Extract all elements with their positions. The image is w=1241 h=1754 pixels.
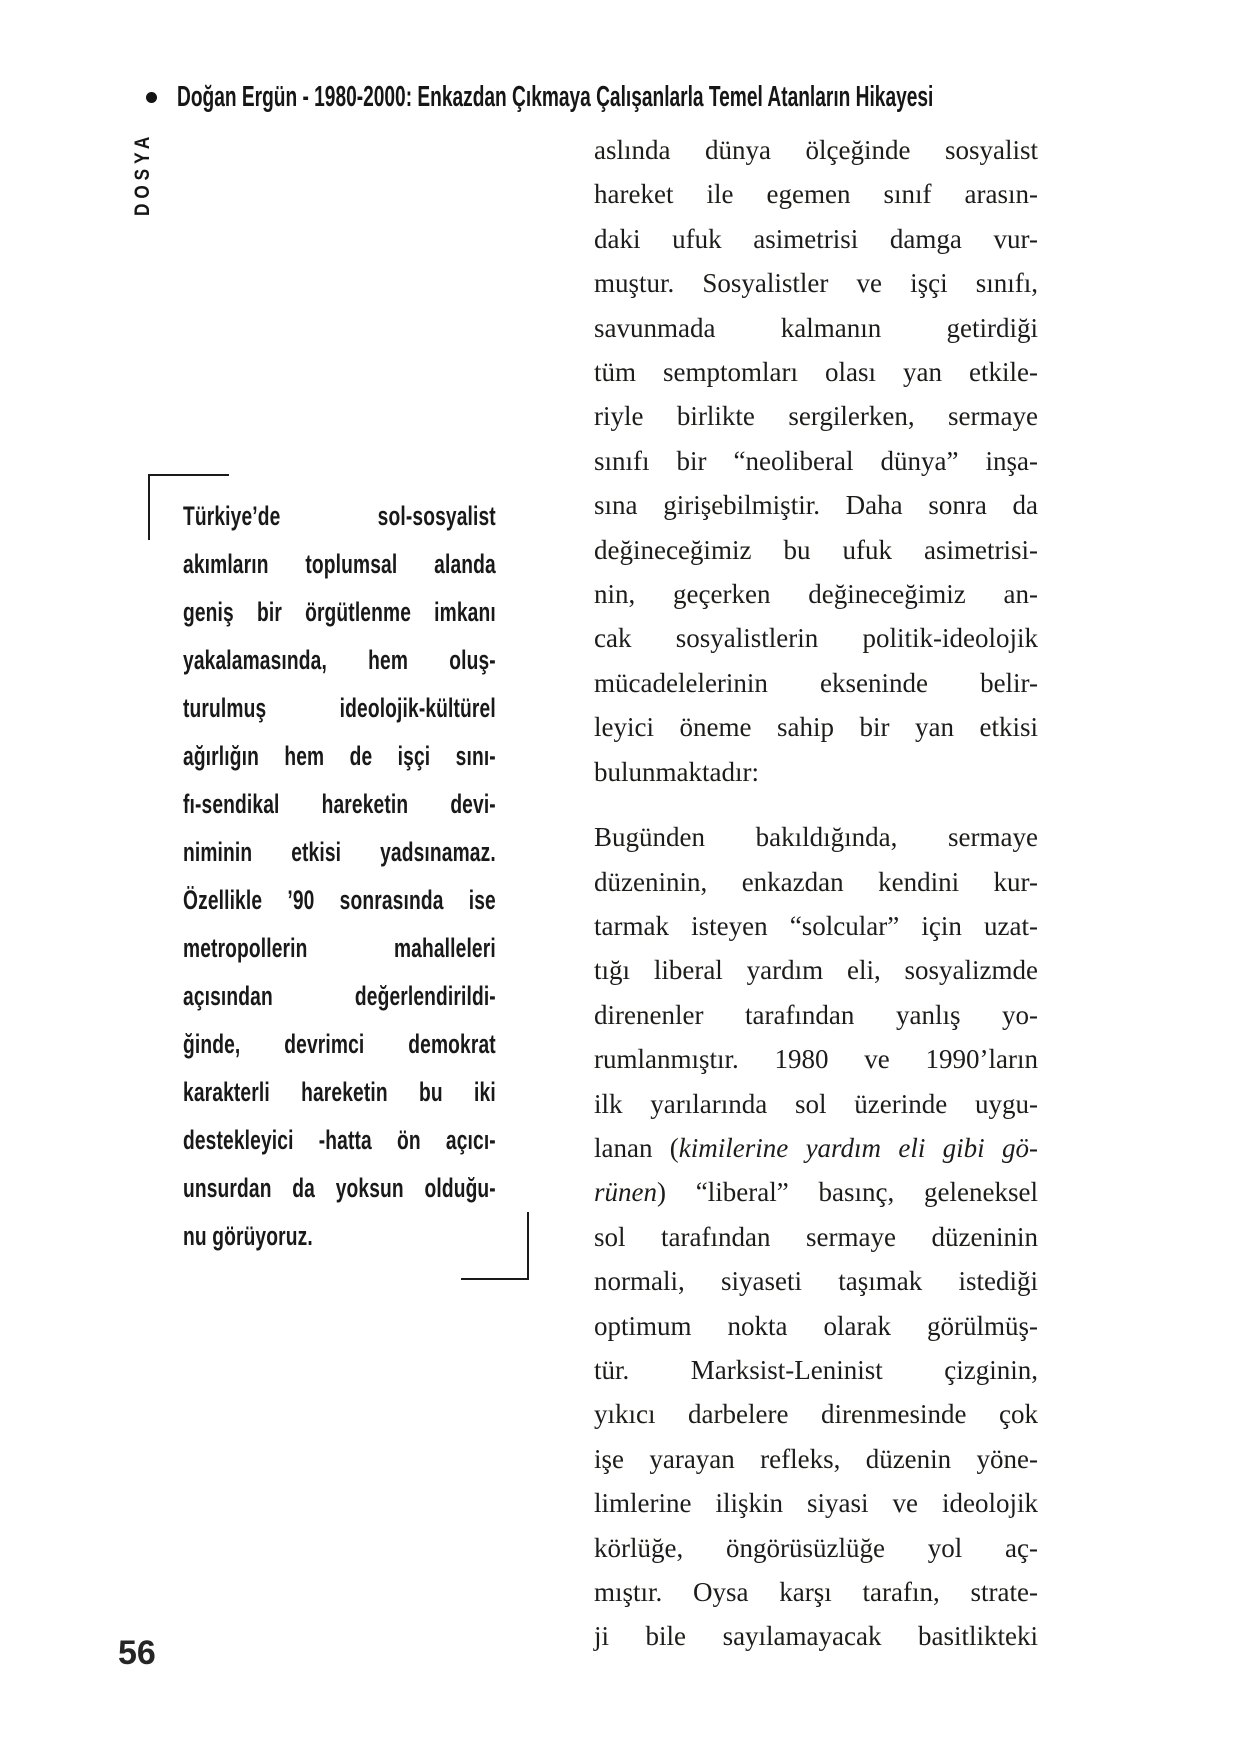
text-line: geniş bir örgütlenme imkanı <box>183 597 496 627</box>
text-line: karakterli hareketin bu iki <box>183 1077 496 1107</box>
text-line: nin, geçerken değineceğimiz an- <box>594 579 1038 610</box>
text-line: turulmuş ideolojik-kültürel <box>183 693 496 723</box>
text-line: optimum nokta olarak görülmüş- <box>594 1310 1038 1341</box>
text-line: mıştır. Oysa karşı tarafın, strate- <box>594 1577 1038 1607</box>
header-article-title: 1980-2000: Enkazdan Çıkmaya Çalışanlarla Temel Atanların Hikayesi <box>314 81 934 113</box>
text-line: normali, siyaseti taşımak istediği <box>594 1266 1038 1297</box>
italic-text: rünen <box>594 1177 657 1208</box>
text-line: Bugünden bakıldığında, sermaye <box>594 822 1038 853</box>
text-line: tarmak isteyen “solcular” için uzat- <box>594 910 1038 941</box>
text-line: mücadelelerinin ekseninde belir- <box>594 667 1038 698</box>
text-line: tüm semptomları olası yan etkile- <box>594 357 1038 388</box>
text-line: limlerine ilişkin siyasi ve ideolojik <box>594 1488 1038 1519</box>
text-line: ağırlığın hem de işçi sını- <box>183 741 496 771</box>
text-line: ji bile sayılamayacak basitlikteki <box>594 1621 1038 1652</box>
text-line: açısından değerlendirildi- <box>183 981 496 1011</box>
header-author: Doğan Ergün - <box>177 81 315 113</box>
text-line: daki ufuk asimetrisi damga vur- <box>594 223 1038 254</box>
text-line: yakalamasında, hem oluş- <box>183 645 496 675</box>
article-column <box>594 128 1038 1659</box>
italic-text: kimilerine yardım eli gibi gö- <box>678 1132 1038 1163</box>
text-line: yıkıcı darbelere direnmesinde çok <box>594 1399 1038 1430</box>
text-line: düzeninin, enkazdan kendini kur- <box>594 866 1038 897</box>
text-line: bulunmaktadır: <box>594 756 759 787</box>
text-line: ğinde, devrimci demokrat <box>183 1029 496 1059</box>
text-line: cak sosyalistlerin politik-ideolojik <box>594 623 1038 654</box>
text-line <box>594 1126 1038 1170</box>
text-segment: lanan ( <box>594 1132 679 1163</box>
text-line: muştur. Sosyalistler ve işçi sınıfı, <box>594 268 1038 299</box>
text-line: körlüğe, öngörüsüzlüğe yol aç- <box>594 1532 1038 1563</box>
text-line: direnenler tarafından yanlış yo- <box>594 999 1038 1030</box>
text-line <box>594 1170 1038 1214</box>
text-line: ilk yarılarında sol üzerinde uygu- <box>594 1088 1038 1119</box>
paragraph <box>594 815 1038 1659</box>
text-line: metropollerin mahalleleri <box>183 933 496 963</box>
text-line: leyici öneme sahip bir yan etkisi <box>594 712 1038 743</box>
text-line: destekleyici -hatta ön açıcı- <box>183 1125 496 1155</box>
pullquote-text <box>183 492 496 1260</box>
header-bullet-icon <box>146 92 157 103</box>
text-line: sına girişebilmiştir. Daha sonra da <box>594 490 1038 521</box>
text-line: sol tarafından sermaye düzeninin <box>594 1221 1038 1252</box>
text-line: unsurdan da yoksun olduğu- <box>183 1173 496 1203</box>
text-line: niminin etkisi yadsınamaz. <box>183 837 496 867</box>
text-line: riyle birlikte sergilerken, sermaye <box>594 401 1038 432</box>
text-line: hareket ile egemen sınıf arasın- <box>594 179 1038 210</box>
text-line: aslında dünya ölçeğinde sosyalist <box>594 135 1038 165</box>
text-line: Türkiye’de sol-sosyalist <box>183 501 496 531</box>
page-header <box>177 82 1241 112</box>
text-line: işe yarayan refleks, düzenin yöne- <box>594 1443 1038 1474</box>
text-line: sınıfı bir “neoliberal dünya” inşa- <box>594 445 1038 476</box>
text-line: Özellikle ’90 sonrasında ise <box>183 885 496 915</box>
text-line: akımların toplumsal alanda <box>183 549 496 579</box>
text-line: savunmada kalmanın getirdiği <box>594 312 1038 343</box>
text-line: tür. Marksist-Leninist çizginin, <box>594 1354 1038 1385</box>
pullquote <box>183 492 496 1260</box>
text-line: tığı liberal yardım eli, sosyalizmde <box>594 955 1038 986</box>
text-line: nu görüyoruz. <box>183 1221 313 1251</box>
section-label-dosya: DOSYA <box>131 131 154 216</box>
text-line: değineceğimiz bu ufuk asimetrisi- <box>594 534 1038 565</box>
page-number: 56 <box>118 1634 156 1672</box>
text-line: fı-sendikal hareketin devi- <box>183 789 496 819</box>
text-line: rumlanmıştır. 1980 ve 1990’ların <box>594 1044 1038 1075</box>
paragraph <box>594 128 1038 794</box>
text-segment: ) “liberal” basınç, geleneksel <box>657 1177 1038 1208</box>
